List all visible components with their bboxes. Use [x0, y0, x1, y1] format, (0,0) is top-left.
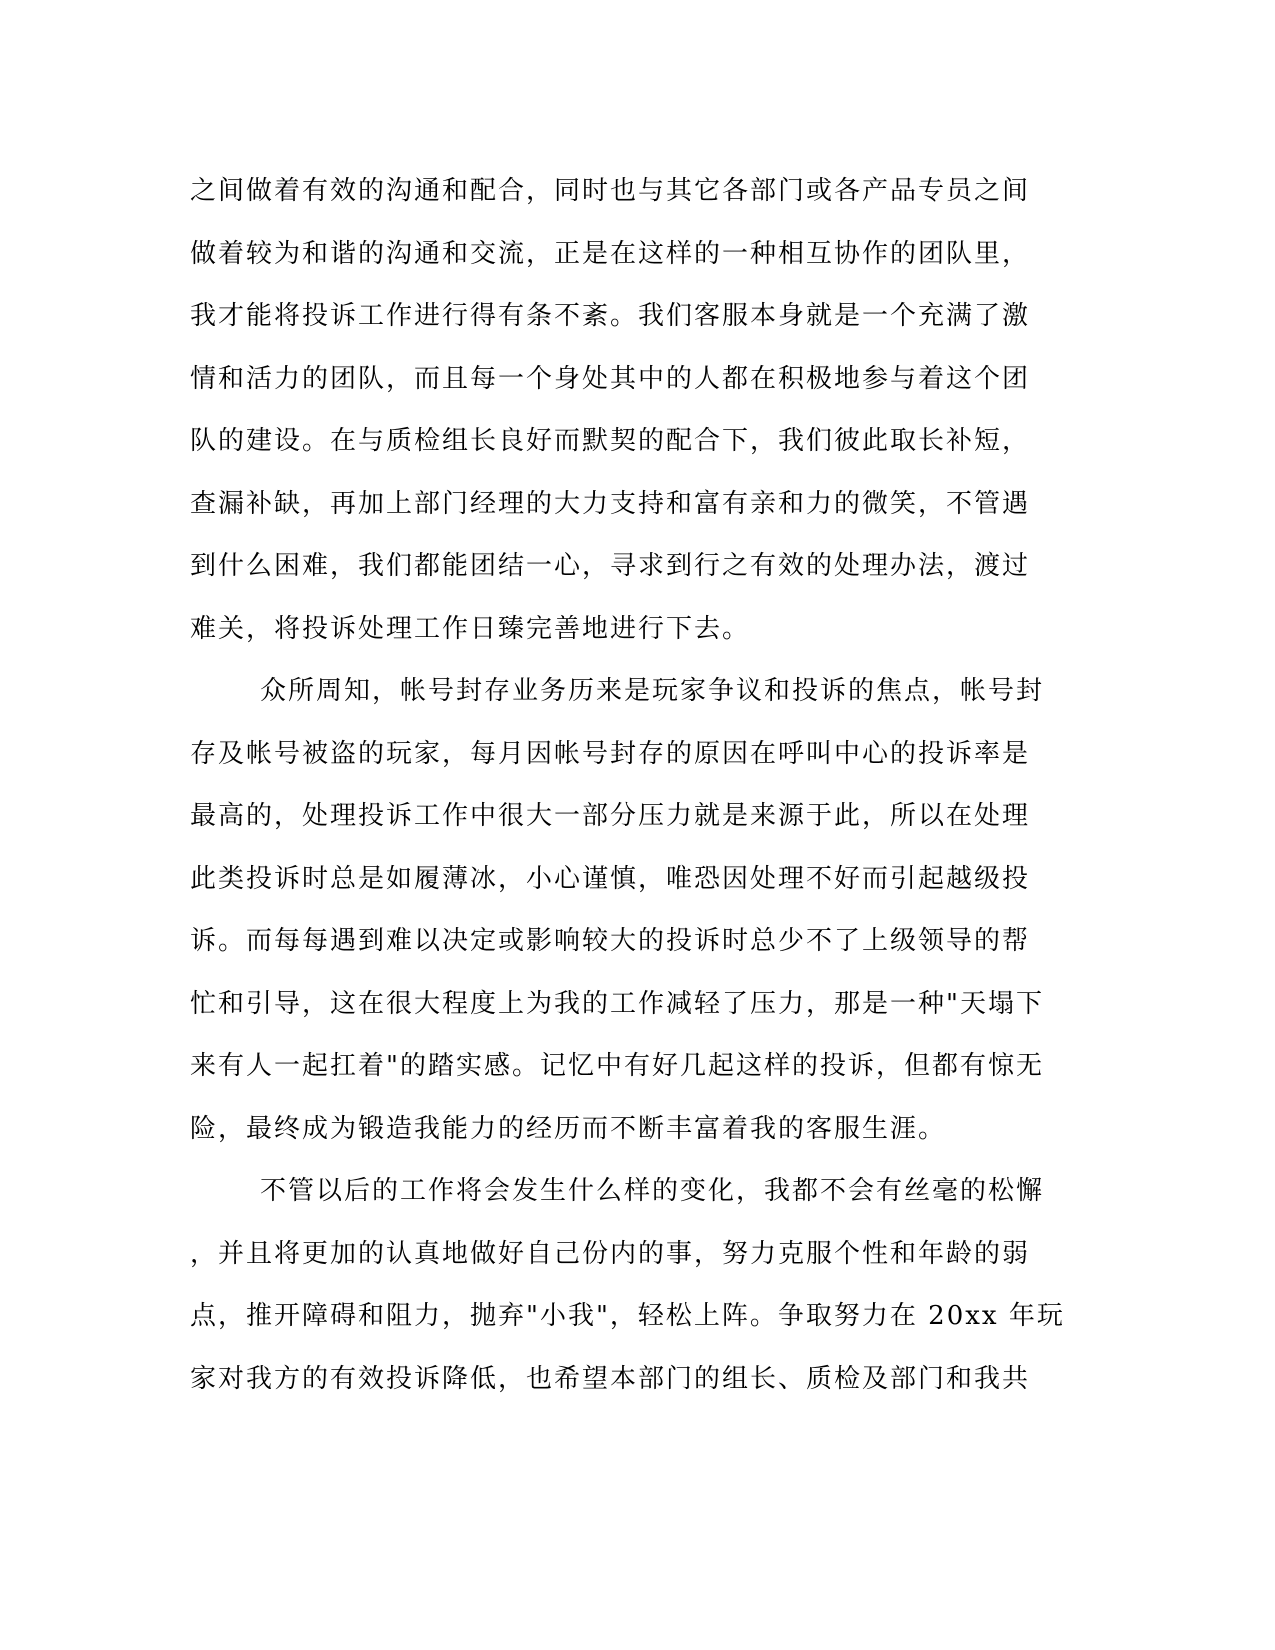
text-line: 之间做着有效的沟通和配合，同时也与其它各部门或各产品专员之间 [190, 176, 1031, 206]
text-line: 家对我方的有效投诉降低，也希望本部门的组长、质检及部门和我共 [190, 1363, 1031, 1394]
paragraph [190, 660, 1080, 1160]
text-line: 查漏补缺，再加上部门经理的大力支持和富有亲和力的微笑，不管遇 [190, 488, 1031, 519]
text-line: 此类投诉时总是如履薄冰，小心谨慎，唯恐因处理不好而引起越级投 [190, 863, 1031, 894]
text-line: 诉。而每每遇到难以决定或影响较大的投诉时总少不了上级领导的帮 [190, 926, 1031, 956]
text-line: 存及帐号被盗的玩家，每月因帐号封存的原因在呼叫中心的投诉率是 [190, 738, 1031, 769]
text-line: 我才能将投诉工作进行得有条不紊。我们客服本身就是一个充满了激 [190, 301, 1031, 331]
text-line: 做着较为和谐的沟通和交流，正是在这样的一种相互协作的团队里， [190, 238, 1031, 269]
text-line: 来有人一起扛着"的踏实感。记忆中有好几起这样的投诉，但都有惊无 [190, 1051, 1044, 1081]
text-line: 难关，将投诉处理工作日臻完善地进行下去。 [190, 613, 751, 644]
text-line: 最高的，处理投诉工作中很大一部分压力就是来源于此，所以在处理 [190, 801, 1031, 831]
text-line: 险，最终成为锻造我能力的经历而不断丰富着我的客服生涯。 [190, 1113, 947, 1144]
text-line: 众所周知，帐号封存业务历来是玩家争议和投诉的焦点，帐号封 [260, 676, 1045, 706]
text-line: 到什么困难，我们都能团结一心，寻求到行之有效的处理办法，渡过 [190, 551, 1031, 581]
paragraph [190, 1160, 1080, 1410]
text-line: 点，推开障碍和阻力，抛弃"小我"，轻松上阵。争取努力在 20xx 年玩 [190, 1301, 1065, 1331]
text-line: 队的建设。在与质检组长良好而默契的配合下，我们彼此取长补短， [190, 426, 1031, 456]
text-line: ，并且将更加的认真地做好自己份内的事，努力克服个性和年龄的弱 [190, 1238, 1031, 1269]
text-line: 不管以后的工作将会发生什么样的变化，我都不会有丝毫的松懈 [260, 1176, 1045, 1206]
paragraph [190, 160, 1080, 660]
text-line: 忙和引导，这在很大程度上为我的工作减轻了压力，那是一种"天塌下 [190, 988, 1044, 1019]
document-body [190, 160, 1080, 1410]
text-line: 情和活力的团队，而且每一个身处其中的人都在积极地参与着这个团 [190, 363, 1031, 394]
